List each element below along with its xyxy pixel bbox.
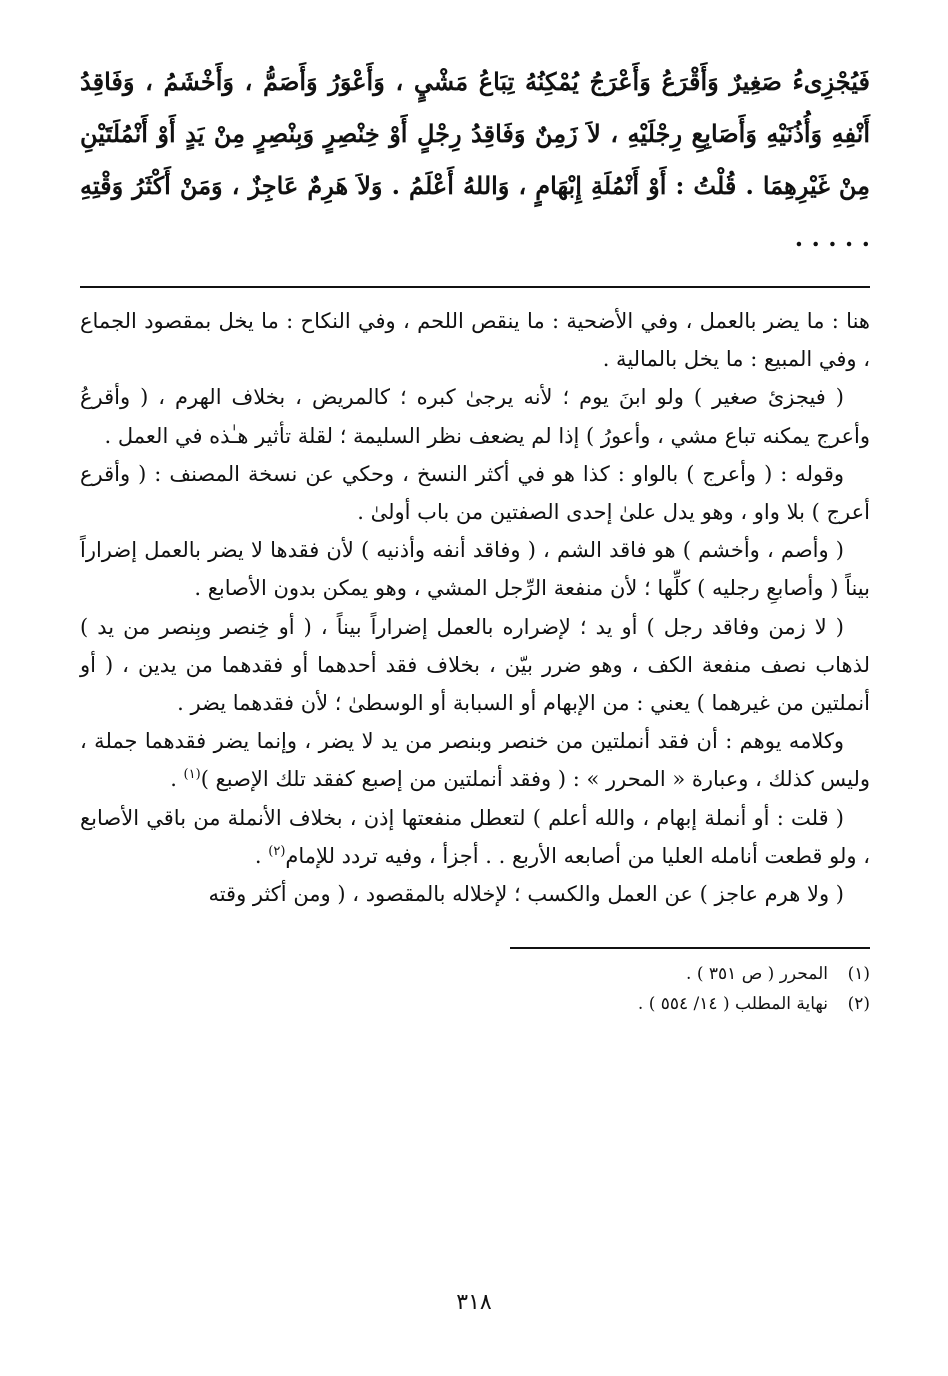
- footnotes: [80, 959, 870, 1019]
- footnote-number: (٢): [847, 994, 870, 1015]
- commentary-text: .: [254, 843, 269, 868]
- commentary-paragraph: وقوله : ( وأعرج ) بالواو : كذا هو في أكثر النسخ ، وحكي عن نسخة المصنف : ( وأقرع أعرج ) بلا واو ، وهو يدل علىٰ إحدى الصفتين من باب أولىٰ .: [80, 461, 870, 525]
- commentary-text: وكلامه يوهم : أن فقد أنملتين من خنصر وبنصر من يد لا يضر ، وإنما يضر فقدهما جملة ، وليس كذلك ، وعبارة « المحرر » : ( وفقد أنملتين من إصبع كفقد تلك الإصبع ): [80, 729, 870, 792]
- commentary-text: .: [170, 767, 184, 792]
- footnote: [80, 959, 870, 989]
- commentary-paragraph: [80, 799, 870, 875]
- footnote-ref[interactable]: (١): [183, 767, 201, 783]
- commentary-paragraph: ( ولا هرم عاجز ) عن العمل والكسب ؛ لإخلاله بالمقصود ، ( ومن أكثر وقته: [208, 882, 844, 907]
- matn-text: فَيُجْزِىءُ صَغِيرٌ وَأَقْرَعُ وَأَعْرَجُ يُمْكِنُهُ تِبَاعُ مَشْيٍ ، وَأَعْوَرُ وَأَصَمُّ ، وَأَخْشَمُ ، وَفَاقِدُ أَنْفِهِ وَأُذُنَيْهِ وَأَصَابِعِ رِجْلَيْهِ ، لاَ زَمِنٌ وَفَاقِدُ رِجْلٍ أَوْ خِنْصِرٍ وَبِنْصِرٍ مِنْ يَدٍ أَوْ أَنْمُلَتَيْنِ مِنْ غَيْرِهِمَا . قُلْتُ : أَوْ أَنْمُلَةِ إِبْهَامٍ ، وَاللهُ أَعْلَمُ . وَلاَ هَرِمٌ عَاجِزٌ ، وَمَنْ أَكْثَرُ وَقْتِهِ . . . . .: [80, 67, 870, 252]
- commentary-paragraph: [80, 722, 870, 798]
- footnote-number: (١): [847, 964, 870, 985]
- commentary-paragraph: هنا : ما يضر بالعمل ، وفي الأضحية : ما ينقص اللحم ، وفي النكاح : ما يخل بمقصود الجماع ، وفي المبيع : ما يخل بالمالية .: [80, 309, 870, 372]
- footnote-separator: [510, 947, 870, 949]
- footnote-ref[interactable]: (٢): [268, 843, 286, 859]
- footnote-text: نهاية المطلب ( ١٤/ ٥٥٤ ) .: [637, 994, 828, 1015]
- matn-separator: [80, 286, 870, 288]
- commentary-text: ( قلت : أو أنملة إبهام ، والله أعلم ) لتعطل منفعتها إذن ، بخلاف الأنملة من باقي الأصابع ، ولو قطعت أنامله العليا من أصابعه الأربع . . أجزأ ، وفيه تردد للإمام: [80, 805, 870, 868]
- commentary-paragraph: ( لا زمن وفاقد رجل ) أو يد ؛ لإضراره بالعمل إضراراً بيناً ، ( أو خِنصر وبِنصر من يد ) لذهاب نصف منفعة الكف ، وهو ضرر بيّن ، بخلاف فقد أحدهما أو فقدهما من يدين ، ( أو أنملتين من غيرهما ) يعني : من الإبهام أو السبابة أو الوسطىٰ ؛ لأن فقدهما يضر .: [80, 614, 870, 716]
- page-body: [80, 56, 870, 1019]
- footnote: [80, 989, 870, 1019]
- commentary: [80, 302, 870, 913]
- page-number: ٣١٨: [456, 1290, 492, 1315]
- commentary-paragraph: ( فيجزئ صغير ) ولو ابنَ يوم ؛ لأنه يرجىٰ كبره ؛ كالمريض ، بخلاف الهرم ، ( وأقرعُ وأعرج يمكنه تباع مشي ، وأعورُ ) إذا لم يضعف نظر السليمة ؛ لقلة تأثير هـٰذه في العمل .: [80, 385, 870, 448]
- commentary-paragraph: ( وأصم ، وأخشم ) هو فاقد الشم ، ( وفاقد أنفه وأذنيه ) لأن فقدها لا يضر بالعمل إضراراً بيناً ( وأصابعِ رجليه ) كلِّها ؛ لأن منفعة الرِّجل المشي ، وهو يمكن بدون الأصابع .: [80, 538, 870, 601]
- footnote-text: المحرر ( ص ٣٥١ ) .: [686, 964, 828, 985]
